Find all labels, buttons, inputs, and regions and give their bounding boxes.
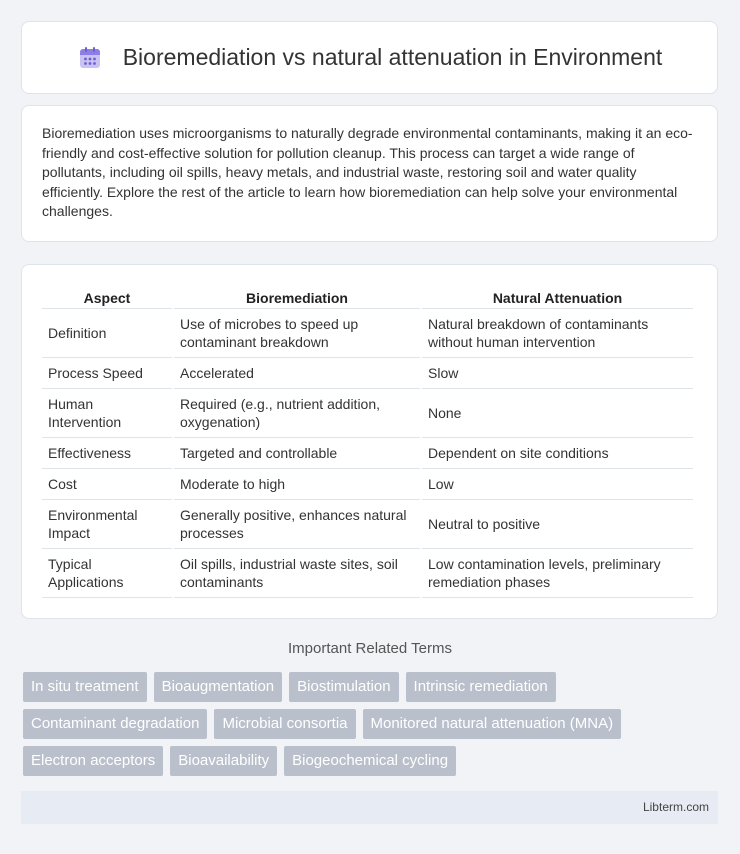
table-cell: Typical Applications <box>42 549 172 598</box>
table-row <box>42 469 693 500</box>
table-cell: Definition <box>42 309 172 358</box>
table-cell: Required (e.g., nutrient addition, oxygenation) <box>174 389 420 438</box>
comparison-table <box>40 285 695 598</box>
table-cell: Generally positive, enhances natural processes <box>174 500 420 549</box>
table-cell: Accelerated <box>174 358 420 389</box>
header-bioremediation: Bioremediation <box>174 285 420 309</box>
tag-row <box>23 746 723 776</box>
table-cell: Human Intervention <box>42 389 172 438</box>
intro-paragraph: Bioremediation uses microorganisms to naturally degrade environmental contaminants, making it an eco-friendly and cost-effective solution for pollution cleanup. This process can target a wide range of pollutants, including oil spills, heavy metals, and industrial waste, restoring soil and water quality efficiently. Explore the rest of the article to learn how bioremediation can help solve your environmental challenges. <box>42 125 693 219</box>
table-cell: Slow <box>422 358 693 389</box>
table-cell: Moderate to high <box>174 469 420 500</box>
tag-electron-acceptors[interactable]: Electron acceptors <box>23 746 163 776</box>
title-card <box>21 21 718 94</box>
table-row <box>42 358 693 389</box>
table-cell: Use of microbes to speed up contaminant breakdown <box>174 309 420 358</box>
related-terms-heading: Important Related Terms <box>288 640 452 657</box>
tag-contaminant-degradation[interactable]: Contaminant degradation <box>23 709 207 739</box>
table-cell: Effectiveness <box>42 438 172 469</box>
table-cell: Oil spills, industrial waste sites, soil contaminants <box>174 549 420 598</box>
table-cell: Cost <box>42 469 172 500</box>
table-row <box>42 549 693 598</box>
page-title: Bioremediation vs natural attenuation in Environment <box>122 44 663 70</box>
table-row <box>42 438 693 469</box>
table-row <box>42 389 693 438</box>
table-cell: Natural breakdown of contaminants without human intervention <box>422 309 693 358</box>
tag-microbial-consortia[interactable]: Microbial consortia <box>214 709 355 739</box>
tag-bioavailability[interactable]: Bioavailability <box>170 746 277 776</box>
tag-row <box>23 709 723 739</box>
tag-monitored-natural-attenuation[interactable]: Monitored natural attenuation (MNA) <box>363 709 622 739</box>
tag-biogeochemical-cycling[interactable]: Biogeochemical cycling <box>284 746 456 776</box>
table-row <box>42 500 693 549</box>
table-row <box>42 309 693 358</box>
tag-bioaugmentation[interactable]: Bioaugmentation <box>154 672 283 702</box>
related-terms <box>23 672 723 783</box>
footer <box>21 791 718 824</box>
table-cell: Low contamination levels, preliminary remediation phases <box>422 549 693 598</box>
tag-row <box>23 672 723 702</box>
tag-in-situ-treatment[interactable]: In situ treatment <box>23 672 147 702</box>
calendar-icon <box>77 45 103 71</box>
comparison-card <box>21 264 718 619</box>
table-cell: Environmental Impact <box>42 500 172 549</box>
table-header-row <box>42 285 693 309</box>
tag-biostimulation[interactable]: Biostimulation <box>289 672 398 702</box>
table-cell: Targeted and controllable <box>174 438 420 469</box>
footer-brand-link[interactable]: Libterm.com <box>642 800 709 814</box>
header-natural-attenuation: Natural Attenuation <box>422 285 693 309</box>
table-cell: Neutral to positive <box>422 500 693 549</box>
tag-intrinsic-remediation[interactable]: Intrinsic remediation <box>406 672 556 702</box>
table-cell: Low <box>422 469 693 500</box>
header-aspect: Aspect <box>42 285 172 309</box>
table-cell: None <box>422 389 693 438</box>
table-cell: Dependent on site conditions <box>422 438 693 469</box>
intro-card <box>21 105 718 242</box>
table-cell: Process Speed <box>42 358 172 389</box>
